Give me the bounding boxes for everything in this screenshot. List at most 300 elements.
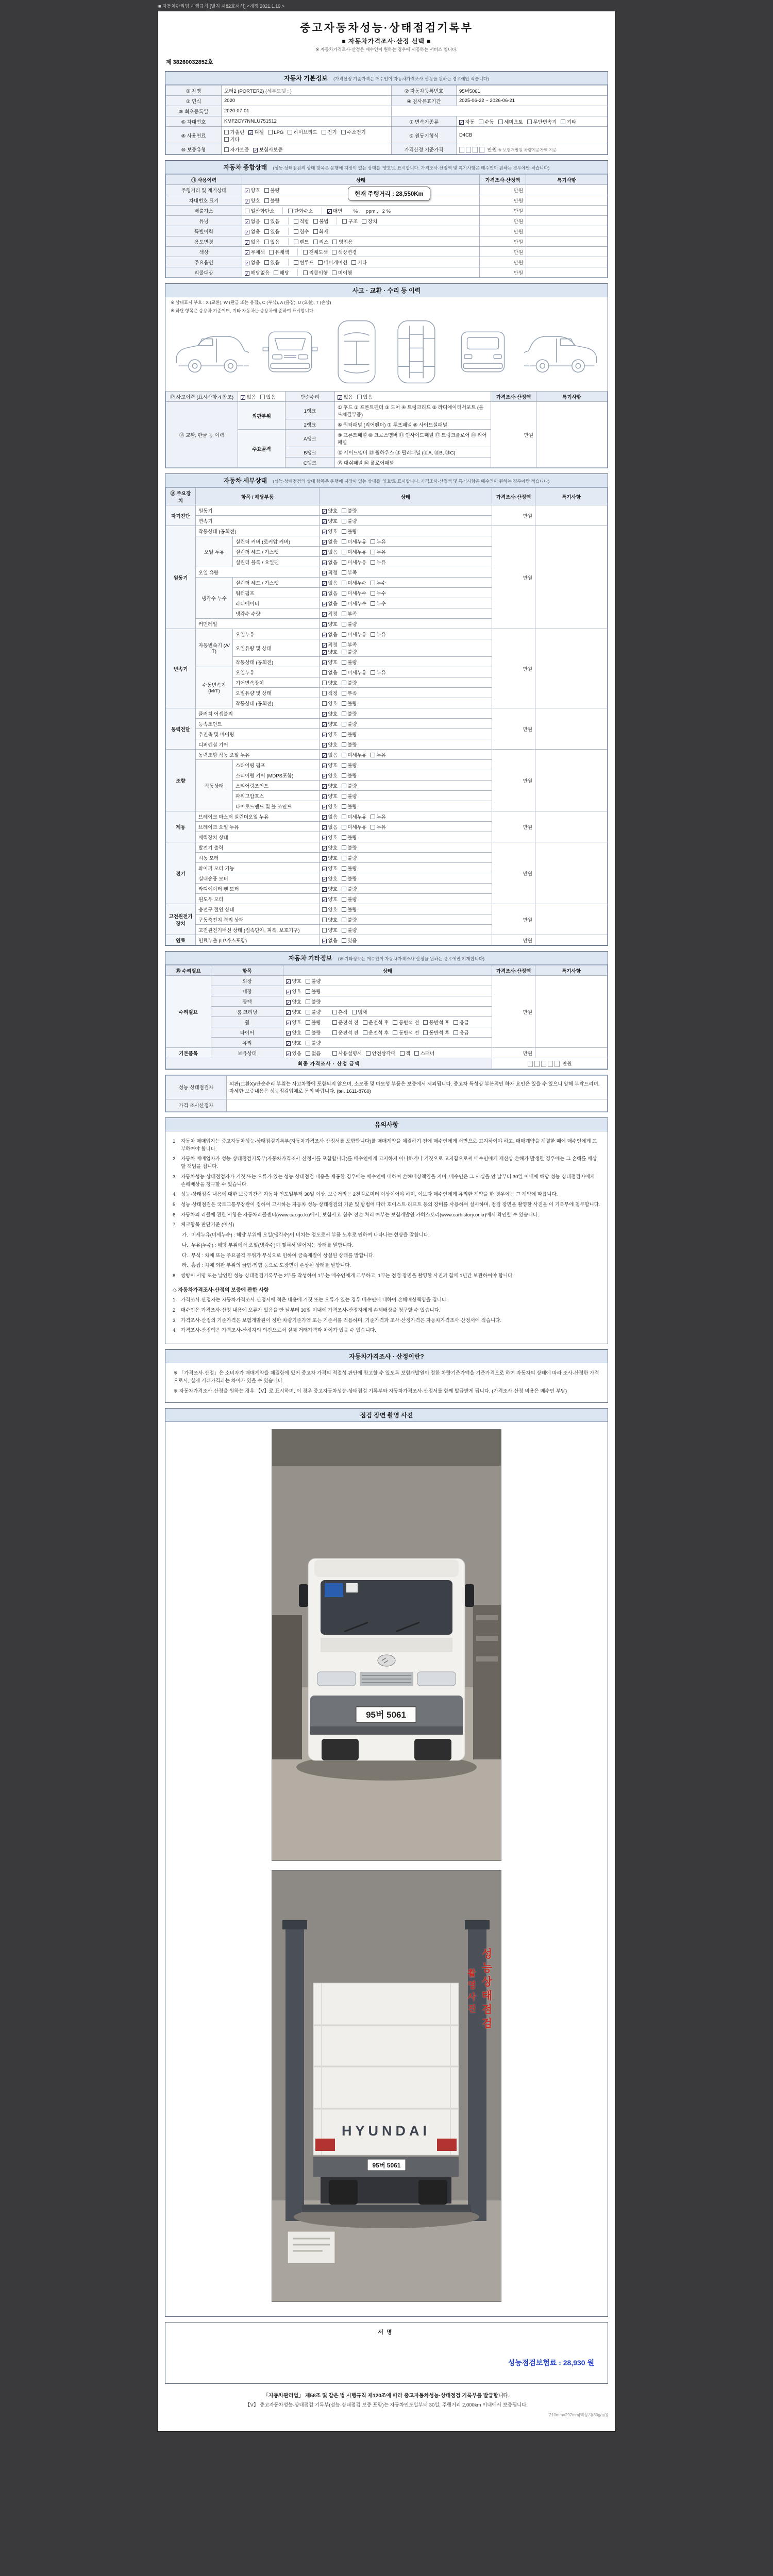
checkbox-option	[342, 834, 357, 841]
repair-item-name: 보유상태	[211, 1048, 283, 1058]
checkbox-label: 자동	[465, 119, 475, 125]
vehicle-name: 포터2 (PORTER2)	[224, 88, 264, 94]
note-cell	[526, 206, 608, 216]
checkbox-unchecked	[342, 219, 347, 224]
checkbox-option	[253, 146, 282, 153]
checkbox-label: 있음	[270, 218, 280, 225]
checkbox-option	[322, 937, 338, 944]
rank-a-label: A랭크	[285, 430, 335, 447]
device-item-name: 실내송풍 모터	[196, 873, 320, 884]
usage-item-state	[242, 257, 480, 267]
checkbox-checked: ✓	[323, 784, 327, 789]
checkbox-label: 있음	[292, 1050, 301, 1057]
checkbox-option	[459, 118, 475, 125]
first-reg-label: ⑤ 최초등록일	[166, 106, 222, 116]
checkbox-unchecked	[342, 938, 346, 943]
checkbox-label: 운전석 후	[368, 1030, 389, 1036]
basic-row-1	[166, 86, 608, 96]
checkbox-unchecked	[342, 591, 346, 596]
checkbox-label: 미세누유	[347, 549, 367, 555]
checkbox-option	[322, 803, 338, 810]
checkbox-option	[322, 658, 338, 666]
checkbox-option	[342, 885, 357, 892]
usage-item-label: 용도변경	[166, 236, 242, 247]
checkbox-label: 불량	[347, 711, 357, 717]
device-item-state	[320, 567, 492, 578]
device-item-state	[320, 811, 492, 822]
checkbox-label: 누수	[376, 580, 386, 586]
checkbox-option	[322, 648, 338, 655]
checkbox-label: 사용설명서	[338, 1050, 362, 1057]
section-other-note: (※ 기타정보는 매수인이 자동차가격조사·산정을 원하는 경우에만 기재합니다)	[338, 956, 485, 962]
option-group	[245, 207, 278, 214]
checkbox-checked: ✓	[241, 395, 245, 400]
accident-history-label: ⑫ 사고이력 (표시사항 4 참조)	[166, 392, 238, 402]
checkbox-option	[342, 217, 358, 225]
checkbox-label: 양호	[328, 659, 338, 666]
checkbox-checked: ✓	[323, 612, 327, 617]
note-cell	[535, 750, 608, 811]
checkbox-unchecked	[342, 519, 346, 523]
checkbox-label: 양호	[328, 732, 338, 738]
note-cell	[526, 226, 608, 236]
notice-text: 매수인은 가격조사·산정 내용에 오류가 있음을 안 날부터 30일 이내에 가격조사·산정자에게 손해배상을 청구할 수 있습니다.	[181, 1307, 441, 1313]
notice-number: 다.	[182, 1252, 188, 1259]
checkbox-unchecked	[371, 560, 375, 565]
checkbox-label: 하이브리드	[293, 129, 317, 135]
section-detail-title: 자동차 세부상태	[223, 477, 267, 485]
checkbox-checked: ✓	[323, 539, 327, 545]
checkbox-option	[342, 558, 366, 566]
checkbox-unchecked	[341, 130, 346, 134]
checkbox-label: 장치	[367, 218, 378, 225]
notice-item	[173, 1212, 600, 1219]
checkbox-unchecked	[322, 681, 327, 685]
checkbox-checked: ✓	[323, 509, 327, 514]
checkbox-option	[322, 792, 338, 800]
device-item-state	[320, 688, 492, 698]
checkbox-label: 미세누유	[347, 560, 367, 566]
checkbox-option	[342, 906, 357, 913]
checkbox-option	[322, 741, 338, 748]
checkbox-label: 양호	[328, 508, 338, 514]
appraiser-remark	[227, 1099, 608, 1111]
section-remarks	[165, 1075, 608, 1112]
checkbox-option	[306, 1029, 321, 1036]
checkbox-unchecked	[264, 188, 269, 193]
car-side-left-diagram	[172, 321, 249, 382]
device-row	[166, 629, 608, 639]
checkbox-label: 탄화수소	[294, 208, 313, 214]
checkbox-option	[264, 259, 280, 266]
device-item-name: 디퍼렌셜 기어	[196, 739, 320, 750]
checkbox-option	[288, 207, 313, 214]
checkbox-option	[342, 803, 357, 810]
checkbox-checked: ✓	[323, 763, 327, 769]
checkbox-option	[322, 782, 338, 789]
checkbox-label: 리콜이행	[309, 270, 328, 276]
accident-table	[165, 391, 608, 468]
device-item-name: 오일유량 및 상태	[233, 688, 320, 698]
checkbox-option	[322, 731, 338, 738]
device-item-state	[320, 884, 492, 894]
device-item-state	[320, 505, 492, 516]
checkbox-option	[342, 720, 357, 727]
checkbox-unchecked	[306, 979, 310, 984]
checkbox-option	[241, 393, 256, 400]
repair-item-name: 외장	[211, 976, 283, 986]
model-year-label: ③ 연식	[166, 96, 222, 106]
checkbox-option	[306, 1039, 321, 1046]
checkbox-option	[245, 248, 265, 256]
checkbox-label: 부족	[347, 642, 357, 648]
checkbox-option	[248, 128, 264, 135]
checkbox-label: 적정	[328, 690, 338, 697]
checkbox-option	[342, 854, 357, 861]
device-item-name: 시동 모터	[196, 853, 320, 863]
checkbox-option	[322, 610, 338, 617]
checkbox-label: 불량	[311, 1030, 321, 1036]
exchange-history-label: ⑬ 교환, 판금 등 이력	[166, 402, 238, 468]
device-item-name: 오일 유량	[196, 567, 320, 578]
checkbox-label: 불량	[347, 621, 357, 628]
checkbox-label: 불량	[347, 927, 357, 934]
checkbox-label: 안전삼각대	[372, 1050, 396, 1057]
checkbox-unchecked	[527, 120, 532, 124]
checkbox-label: 냄새	[358, 1009, 367, 1015]
checkbox-label: 미세누유	[347, 632, 367, 638]
amount-cell: 만원	[480, 195, 526, 206]
checkbox-label: 기타	[357, 260, 367, 266]
option-group	[245, 248, 293, 256]
device-subgroup-name: 자동변속기 (A/T)	[196, 629, 233, 667]
checkbox-option	[342, 782, 357, 789]
section-other-info	[165, 951, 608, 1069]
checkbox-unchecked	[332, 1020, 337, 1025]
checkbox-checked: ✓	[249, 130, 253, 135]
checkbox-label: 양호	[328, 855, 338, 861]
device-subgroup-name: 작동상태	[196, 760, 233, 811]
checkbox-option	[322, 710, 338, 717]
checkbox-label: 양호	[250, 188, 260, 194]
section-photos	[165, 1408, 608, 2317]
device-item-state	[320, 516, 492, 526]
checkbox-checked: ✓	[323, 742, 327, 748]
checkbox-unchecked	[342, 570, 346, 575]
checkbox-label: 양호	[292, 1020, 301, 1026]
other-info-body	[166, 976, 608, 1058]
checkbox-unchecked	[342, 632, 346, 637]
checkbox-label: 없음	[250, 260, 260, 266]
checkbox-option	[332, 238, 352, 245]
remarks-row-appraiser	[166, 1099, 608, 1111]
reg-number-value: 95버5061	[457, 86, 608, 96]
checkbox-unchecked	[371, 539, 375, 544]
remarks-table	[165, 1075, 608, 1112]
signature-box	[165, 2323, 608, 2383]
usage-item-label: 색상	[166, 247, 242, 257]
col-repair-state: 상태	[283, 965, 492, 976]
checkbox-unchecked	[322, 691, 327, 696]
checkbox-checked: ✓	[323, 876, 327, 882]
device-item-name: 충전구 절연 상태	[196, 904, 320, 914]
checkbox-label: 누유	[376, 814, 386, 820]
notice-item	[173, 1201, 600, 1209]
checkbox-label: 해당	[279, 270, 290, 276]
checkbox-label: 없음	[343, 394, 353, 400]
checkbox-label: 불량	[270, 188, 280, 194]
accident-history-options	[238, 392, 285, 402]
checkbox-option	[322, 507, 338, 514]
checkbox-option	[322, 720, 338, 727]
checkbox-option	[371, 600, 386, 607]
checkbox-unchecked	[363, 1030, 367, 1035]
checkbox-label: 불량	[347, 907, 357, 913]
checkbox-option	[561, 118, 576, 125]
checkbox-label: 불량	[347, 508, 357, 514]
device-item-name: 커먼레일	[196, 619, 320, 629]
checkbox-label: 없음	[328, 632, 338, 638]
form-reference: ■ 자동차관리법 시행규칙 [별지 제82호서식] <개정 2021.1.19.>	[158, 4, 284, 9]
device-item-state	[320, 781, 492, 791]
checkbox-option	[245, 228, 260, 235]
checkbox-checked: ✓	[323, 732, 327, 738]
checkbox-unchecked	[342, 815, 346, 819]
usage-item-label: 차대번호 표기	[166, 195, 242, 206]
checkbox-option	[264, 228, 280, 235]
checkbox-unchecked	[313, 229, 318, 234]
accident-row	[166, 392, 608, 402]
repair-row	[166, 1048, 608, 1058]
device-item-state	[320, 708, 492, 719]
checkbox-checked: ✓	[323, 550, 327, 555]
section-basic-title: 자동차 기본정보	[284, 75, 328, 82]
usage-history-row	[166, 226, 608, 236]
checkbox-label: 양호	[328, 518, 338, 524]
pricing-info-paragraph-1: ※ 「가격조사·산정」은 소비자가 매매계약을 체결함에 있어 중고차 가격의 적절성 판단에 참고할 수 있도록 보험개발원이 정한 차량기준가액을 기준가격으로 하여 자동차의 상태에 따라 조사·산정한 가격으로서, 실제 거래가격과는 차이가 있을 수 있습니다.	[174, 1370, 599, 1384]
checkbox-option	[322, 875, 338, 882]
checkbox-unchecked	[294, 229, 298, 234]
device-item-state	[320, 588, 492, 598]
notice-item	[173, 1242, 600, 1250]
checkbox-option	[322, 834, 338, 841]
checkbox-label: 양호	[328, 886, 338, 892]
inspection-period-value: 2025-06-22 ~ 2026-06-21	[457, 96, 608, 106]
checkbox-label: 적정	[328, 570, 338, 576]
checkbox-label: 불량	[347, 773, 357, 779]
checkbox-checked: ✓	[338, 395, 342, 400]
checkbox-label: 불량	[347, 835, 357, 841]
checkbox-option	[269, 248, 289, 256]
checkbox-checked: ✓	[245, 198, 249, 204]
checkbox-option	[342, 689, 357, 697]
amount-cell: 만원	[492, 904, 535, 935]
device-item-name: 배력장치 상태	[196, 832, 320, 842]
inspection-fee-label: 성능점검보험료 :	[508, 2358, 561, 2367]
checkbox-label: 불량	[347, 876, 357, 882]
page	[157, 0, 616, 2432]
checkbox-option	[342, 569, 357, 576]
checkbox-checked: ✓	[287, 1030, 291, 1036]
notice-number: 3.	[173, 1317, 177, 1324]
checkbox-label: 불량	[347, 701, 357, 707]
device-item-name: 라디에이터 팬 모터	[196, 884, 320, 894]
checkbox-unchecked	[322, 918, 327, 922]
checkbox-label: 불법	[319, 218, 329, 225]
device-item-state	[320, 914, 492, 925]
vin-value: KMFZCY7NNLU751512	[222, 116, 392, 127]
checkbox-option	[322, 679, 338, 686]
note-cell	[535, 935, 608, 945]
checkbox-label: 운전석 전	[338, 1020, 359, 1026]
repair-item-state	[283, 1017, 492, 1027]
checkbox-unchecked	[303, 270, 308, 275]
checkbox-unchecked	[414, 1051, 419, 1056]
checkbox-label: 양호	[328, 649, 338, 655]
checkbox-option	[322, 641, 338, 648]
option-group	[245, 259, 284, 266]
col-note: 특기사항	[526, 175, 608, 185]
checkbox-label: 운전석 후	[368, 1020, 389, 1026]
checkbox-label: 적정	[328, 611, 338, 617]
option-group	[245, 238, 284, 245]
license-plate-text: 95버 5061	[366, 1709, 406, 1720]
checkbox-label: 불량	[347, 762, 357, 769]
checkbox-unchecked	[371, 670, 375, 675]
checkbox-unchecked	[342, 681, 346, 685]
checkbox-label: 불량	[311, 989, 321, 995]
checkbox-unchecked	[303, 250, 308, 255]
checkbox-label: 양호	[328, 701, 338, 707]
checkbox-unchecked	[264, 198, 269, 203]
checkbox-unchecked	[322, 928, 327, 933]
basic-row-2	[166, 96, 608, 106]
checkbox-label: 양호	[328, 804, 338, 810]
checkbox-option	[322, 844, 338, 851]
detail-body	[166, 505, 608, 945]
checkbox-checked: ✓	[287, 979, 291, 985]
checkbox-unchecked	[306, 1010, 310, 1014]
checkbox-unchecked	[342, 711, 346, 716]
checkbox-option	[342, 579, 366, 586]
checkbox-option	[286, 977, 301, 985]
note-cell	[535, 842, 608, 904]
detail-header-row	[166, 488, 608, 505]
checkbox-label: 없음	[328, 601, 338, 607]
checkbox-checked: ✓	[323, 887, 327, 892]
section-detail-note: (성능·상태점검의 상태 항목은 운행에 지장이 없는 상태를 '양호'로 표시합니다. 가격조사·산정액 및 특기사항은 매수인이 원하는 경우에만 적습니다)	[273, 479, 550, 484]
checkbox-unchecked	[423, 1030, 428, 1035]
checkbox-label: 부족	[347, 570, 357, 576]
checkbox-unchecked	[264, 229, 269, 234]
device-group-name: 조향	[166, 750, 196, 811]
checkbox-unchecked	[342, 660, 346, 665]
checkbox-option	[342, 589, 366, 597]
checkbox-label: 누유	[376, 560, 386, 566]
checkbox-unchecked	[342, 529, 346, 534]
checkbox-label: 양호	[328, 680, 338, 686]
checkbox-unchecked	[342, 784, 346, 788]
device-item-state	[320, 894, 492, 904]
checkbox-unchecked	[313, 240, 318, 244]
device-item-state	[320, 557, 492, 567]
device-row	[166, 526, 608, 536]
checkbox-option	[327, 207, 343, 214]
checkbox-label: 양호	[328, 783, 338, 789]
device-item-name: 동력조향 작동 오일 누유	[196, 750, 320, 760]
notice-item	[173, 1317, 600, 1325]
checkbox-label: 응급	[459, 1030, 469, 1036]
checkbox-label: 운전석 전	[338, 1030, 359, 1036]
checkbox-unchecked	[342, 509, 346, 513]
checkbox-option	[322, 689, 338, 697]
rank-2-items: ⑥ 쿼터패널 (리어펜더) ⑦ 루프패널 ⑧ 사이드실패널	[335, 419, 491, 430]
footer-line-1: 「자동차관리법」 제58조 및 같은 법 시행규칙 제120조에 따라 중고자동차성능·상태점검 기록부를 발급합니다.	[263, 2393, 510, 2399]
checkbox-option	[363, 1019, 389, 1026]
section-other-title: 자동차 기타정보	[288, 955, 332, 962]
checkbox-option	[479, 118, 494, 125]
device-item-name: 라디에이터	[233, 598, 320, 608]
checkbox-unchecked	[342, 670, 346, 675]
checkbox-label: 부족	[347, 690, 357, 697]
pricing-info-body	[165, 1363, 608, 1402]
checkbox-option	[322, 569, 338, 576]
notice-item	[173, 1156, 600, 1171]
checkbox-option	[322, 823, 338, 831]
device-item-name: 파워고압호스	[233, 791, 320, 801]
checkbox-unchecked	[342, 897, 346, 902]
device-item-state	[320, 832, 492, 842]
checkbox-label: 없음	[328, 549, 338, 555]
checkbox-checked: ✓	[245, 188, 249, 194]
warranty-type-options	[222, 144, 392, 155]
checkbox-checked: ✓	[323, 815, 327, 820]
checkbox-label: 미세누수	[347, 601, 367, 607]
col-item: 항목 / 해당부품	[196, 488, 320, 505]
checkbox-option	[322, 669, 338, 676]
checkbox-option	[245, 217, 260, 225]
checkbox-option	[371, 579, 386, 586]
usage-history-row	[166, 247, 608, 257]
basic-row-5	[166, 127, 608, 144]
note-cell	[526, 236, 608, 247]
device-subgroup-name: 수동변속기 (M/T)	[196, 667, 233, 708]
checkbox-option	[341, 128, 366, 135]
fuel-options	[222, 127, 392, 144]
note-cell	[535, 708, 608, 750]
checkbox-option	[342, 600, 366, 607]
device-item-name: 추진축 및 베어링	[196, 729, 320, 739]
device-item-name: 타이로드엔드 및 볼 조인트	[233, 801, 320, 811]
checkbox-unchecked	[288, 209, 293, 213]
amount-cell: 만원	[480, 236, 526, 247]
checkbox-option	[342, 517, 357, 524]
checkbox-option	[322, 128, 337, 135]
checkbox-label: 양호	[328, 721, 338, 727]
checkbox-label: 불량	[311, 1040, 321, 1046]
checkbox-unchecked	[306, 1051, 310, 1056]
checkbox-checked: ✓	[323, 835, 327, 841]
checkbox-label: 불량	[347, 732, 357, 738]
checkbox-label: 렌트	[299, 239, 309, 245]
checkbox-label: 적정	[328, 642, 338, 648]
notice-item	[173, 1232, 600, 1240]
checkbox-unchecked	[342, 601, 346, 606]
rank-1-label: 1랭크	[285, 402, 335, 419]
note-cell	[535, 904, 608, 935]
accident-legend-2: ※ 하단 항목은 승용차 기준이며, 기타 자동차는 승용차에 준하여 표시합니다.	[171, 308, 315, 314]
checkbox-option	[371, 751, 386, 758]
